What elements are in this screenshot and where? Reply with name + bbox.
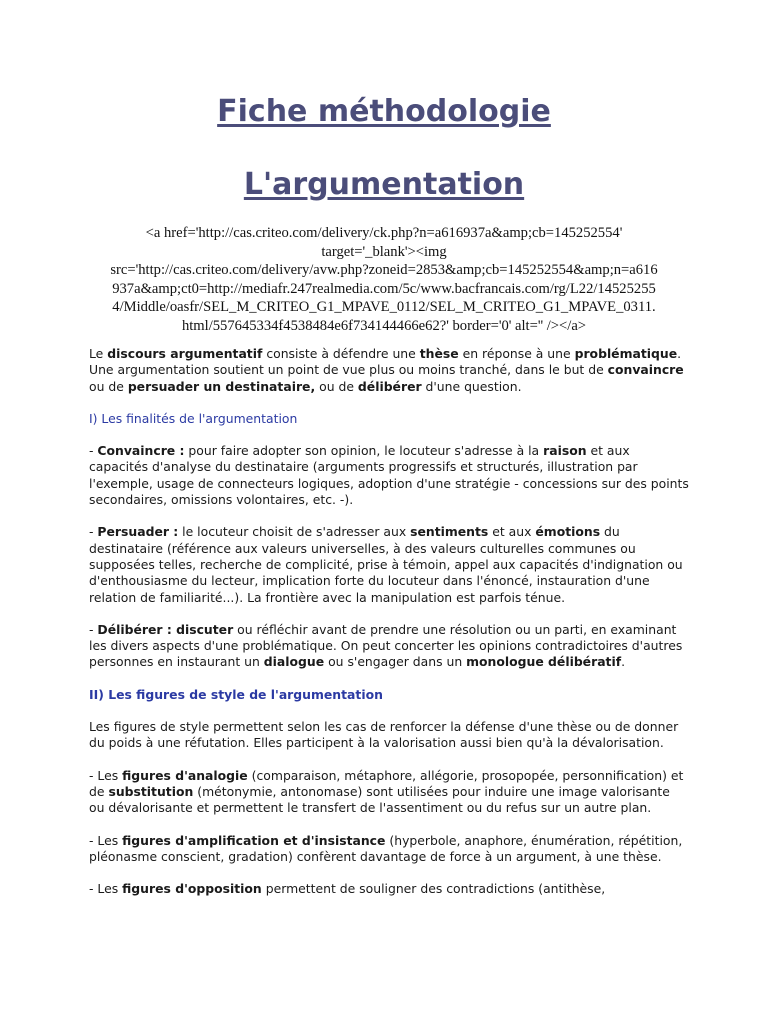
text: - — [89, 621, 98, 637]
paragraph-persuader — [89, 524, 689, 605]
bold-text: thèse — [419, 346, 459, 361]
text: . — [621, 654, 626, 670]
bold-text: convaincre — [607, 362, 684, 378]
bold-text: persuader un destinataire, — [127, 378, 316, 394]
paragraph-opposition — [89, 881, 689, 897]
bold-text: figures d'amplification et d'insistance — [122, 832, 386, 848]
paragraph-figures-intro: Les figures de style permettent selon les cas de renforcer la défense d'une thèse ou de donner du poids à une réfutation. Elles participent à la valorisation aussi bien qu'à la dévalorisation. — [89, 719, 679, 751]
bold-text: monologue délibératif — [466, 654, 622, 670]
ad-code-line: 4/Middle/oasfr/SEL_M_CRITEO_G1_MPAVE_0112/SEL_M_CRITEO_G1_MPAVE_0311. — [112, 299, 656, 315]
text: (comparaison, métaphore, allégorie, prosopopée, personnification) et de — [89, 767, 684, 799]
ad-code-line: src='http://cas.criteo.com/delivery/avw.php?zoneid=2853&amp;cb=145252554&amp;n=a616 — [110, 262, 658, 278]
text: - Les — [89, 881, 123, 897]
paragraph-deliberer — [89, 622, 689, 671]
document-subtitle: L'argumentation — [243, 167, 525, 202]
bold-text: discours argumentatif — [107, 346, 263, 361]
text: permettent de souligner des contradictions (antithèse, — [261, 881, 606, 897]
text: Le — [89, 346, 108, 361]
bold-text: émotions — [535, 524, 601, 540]
ad-code-line: <a href='http://cas.criteo.com/delivery/ck.php?n=a616937a&amp;cb=145252554' — [145, 225, 623, 241]
text: - — [89, 524, 98, 540]
text: . Une argumentation soutient un point de vue plus ou moins tranché, dans le but de — [89, 346, 682, 378]
text: du destinataire (référence aux valeurs universelles, à des valeurs culturelles communes ou supposées telles, recherche de complicité, prise à témoin, appel aux capacités d'indignation ou d'enthousiasme du lecteur, implication forte du locuteur dans l'énoncé, instauration d'une relation de familiarité...). La frontière avec la manipulation est parfois ténue. — [89, 524, 683, 605]
bold-text: figures d'opposition — [122, 881, 262, 897]
text: (hyperbole, anaphore, énumération, répétition, pléonasme conscient, gradation) confèrent davantage de force à un argument, à une thèse. — [89, 832, 683, 864]
text: le locuteur choisit de s'adresser aux — [178, 524, 411, 540]
bold-text: Délibérer : discuter — [97, 621, 234, 637]
bold-text: Persuader : — [97, 524, 179, 540]
text: pour faire adopter son opinion, le locuteur s'adresse à la — [184, 443, 544, 459]
text: (métonymie, antonomase) sont utilisées pour induire une image valorisante ou dévalorisante et permettent le transfert de l'assentiment ou du refus sur un autre plan. — [89, 783, 670, 816]
text: ou s'engager dans un — [324, 654, 467, 670]
section-heading-figures: II) Les figures de style de l'argumentation — [89, 686, 383, 702]
text: et aux — [488, 524, 536, 540]
paragraph-analogie — [89, 768, 689, 817]
text: ou réfléchir avant de prendre une résolution ou un parti, en examinant les divers aspects d'une problématique. On peut concerter les opinions contradictoires d'autres personnes en instaurant un — [89, 621, 683, 670]
text: consiste à défendre une — [262, 346, 420, 361]
bold-text: substitution — [108, 783, 194, 799]
ad-code-line: target='_blank'><img — [321, 243, 447, 260]
text: d'une question. — [421, 378, 522, 394]
bold-text: sentiments — [410, 524, 489, 540]
paragraph-amplification — [89, 833, 689, 866]
text: ou de — [315, 378, 358, 394]
text: ou de — [89, 378, 128, 394]
section-heading-finalites: I) Les finalités de l'argumentation — [89, 410, 298, 426]
text: en réponse à une — [458, 346, 575, 361]
text: - — [89, 443, 98, 459]
bold-text: dialogue — [263, 654, 325, 670]
paragraph-convaincre — [89, 443, 689, 508]
bold-text: problématique — [574, 346, 678, 361]
bold-text: raison — [543, 443, 587, 459]
text: et aux capacités d'analyse du destinataire (arguments progressifs et structurés, illustration par l'exemple, usage de connecteurs logiques, adoption d'une stratégie - concessions sur des points secondaires, omissions volontaires, etc. -). — [89, 443, 689, 508]
text: - Les — [89, 767, 123, 783]
ad-code-line: html/557645334f4538484e6f734144466e62?' border='0' alt='' /></a> — [181, 317, 587, 334]
bold-text: figures d'analogie — [122, 767, 248, 783]
document-body — [89, 346, 689, 913]
ad-code-line: 937a&amp;ct0=http://mediafr.247realmedia.com/5c/www.bacfrancais.com/rg/L22/14525255 — [112, 280, 656, 297]
document-title: Fiche méthodologie — [217, 94, 551, 129]
bold-text: Convaincre : — [97, 443, 185, 459]
intro-paragraph — [89, 346, 689, 395]
bold-text: délibérer — [357, 378, 422, 394]
ad-code-text — [88, 224, 680, 335]
text: - Les — [89, 832, 123, 848]
